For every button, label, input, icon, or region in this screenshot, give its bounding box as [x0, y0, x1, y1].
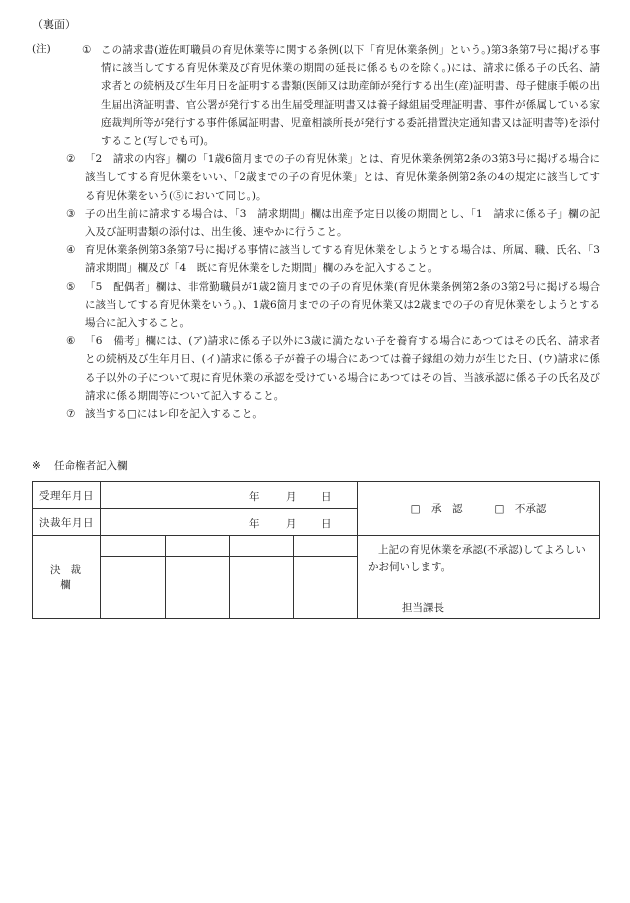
- decided-date-label: 決裁年月日: [33, 509, 101, 536]
- approval-table: [32, 481, 600, 619]
- received-date-label: 受理年月日: [33, 482, 101, 509]
- page-side-label: （裏面）: [32, 18, 76, 31]
- month-label: 月: [286, 491, 297, 503]
- approve-checkbox[interactable]: □ 承 認: [410, 503, 463, 516]
- kessai-label: 決裁欄: [33, 536, 101, 619]
- note-6: [66, 332, 600, 405]
- note-number: ②: [66, 153, 76, 166]
- notes-sub-block: [32, 150, 611, 423]
- note-1: [82, 41, 600, 150]
- decided-date-field[interactable]: [101, 509, 358, 536]
- asterisk-mark: ※: [32, 460, 41, 472]
- year-label: 年: [249, 518, 260, 531]
- note-number: ③: [66, 207, 76, 220]
- note-number: ⑦: [66, 408, 76, 421]
- note-4: [66, 241, 611, 277]
- note-text: 「6 備考」欄には、(ア)請求に係る子以外に3歳に満たない子を養育する場合にあつてはその氏名、請求者との続柄及び生年月日、(イ)請求に係る子が養子の場合にあつては養子縁組の効力が生じた日、(ウ)請求に係る子以外の子について現に育児休業の承認を受けている場合にあつてはその旨、当該承認に係る子の氏名及び請求に係る期間等について記入すること。: [85, 335, 600, 402]
- month-label: 月: [286, 518, 297, 531]
- request-cell: [358, 536, 600, 619]
- notes-section: [32, 41, 611, 423]
- seal-cell-3[interactable]: [230, 556, 294, 618]
- note-number: ④: [66, 244, 76, 257]
- received-date-field[interactable]: [101, 482, 358, 509]
- day-label: 日: [321, 491, 332, 503]
- approval-choice-cell: [358, 482, 600, 536]
- day-label: 日: [321, 518, 332, 531]
- note-3: [66, 205, 600, 241]
- appointer-section-title: [32, 458, 128, 473]
- section-chief-label: 担当課長: [402, 602, 444, 615]
- request-message: 上記の育児休業を承認(不承認)してよろしいかお伺いします。: [368, 544, 586, 574]
- seal-title-cell-4[interactable]: [294, 536, 358, 556]
- note-text: この請求書(遊佐町職員の育児休業等に関する条例(以下「育児休業条例」という。)第3条第7号に掲げる事情に該当してする育児休業及び育児休業の期間の延長に係るものを除く。)には、請求に係る子の氏名、請求者との続柄及び生年月日を証明する書類(医師又は助産師が発行する出生(産)証明書、母子健康手帳の出生届出済証明書、官公署が発行する出生届受理証明書又は養子縁組届受理証明書、事件が係属している家庭裁判所等が発行する事件係属証明書、児童相談所長が発行する委託措置決定通知書又は証明書等)を添付すること(写しでも可)。: [101, 44, 600, 148]
- seal-cell-1[interactable]: [101, 556, 166, 618]
- note-text: 該当する□にはレ印を記入すること。: [85, 408, 263, 421]
- note-number: ⑤: [66, 280, 76, 293]
- disapprove-checkbox[interactable]: □ 不承認: [494, 503, 547, 516]
- seal-cell-4[interactable]: [294, 556, 358, 618]
- note-5: [66, 278, 600, 333]
- year-label: 年: [249, 491, 260, 503]
- note-text: 育児休業条例第3条第7号に掲げる事情に該当してする育児休業をしようとする場合は、所属、職、氏名、「3 請求期間」欄及び「4 既に育児休業をした期間」欄のみを記入すること。: [85, 244, 611, 275]
- note-number: ⑥: [66, 335, 76, 348]
- note-text: 「2 請求の内容」欄の「1歳6箇月までの子の育児休業」とは、育児休業条例第2条の3第3号に掲げる場合に該当してする育児休業をいい、「2歳までの子の育児休業」とは、育児休業条例第2条の4の規定に該当してする育児休業をいう(⑤において同じ。)。: [85, 153, 600, 202]
- note-text: 子の出生前に請求する場合は、「3 請求期間」欄は出産予定日以後の期間とし、「1 請求に係る子」欄の記入及び証明書類の添付は、出生後、速やかに行うこと。: [85, 207, 600, 239]
- seal-title-cell-3[interactable]: [230, 536, 294, 556]
- note-2: [66, 150, 600, 205]
- seal-title-cell-1[interactable]: [101, 536, 166, 556]
- note-number: ①: [82, 44, 92, 56]
- notes-block: [32, 41, 600, 150]
- seal-title-cell-2[interactable]: [166, 536, 230, 556]
- notes-prefix: (注): [32, 43, 51, 55]
- section-title-text: 任命権者記入欄: [54, 460, 128, 472]
- seal-cell-2[interactable]: [166, 556, 230, 618]
- note-text: 「5 配偶者」欄は、非常勤職員が1歳2箇月までの子の育児休業(育児休業条例第2条の3第2号に掲げる場合に該当してする育児休業をいう。)、1歳6箇月までの子の育児休業又は2歳までの子の育児休業をしようとする場合に記入すること。: [85, 280, 600, 330]
- note-7: [66, 405, 600, 423]
